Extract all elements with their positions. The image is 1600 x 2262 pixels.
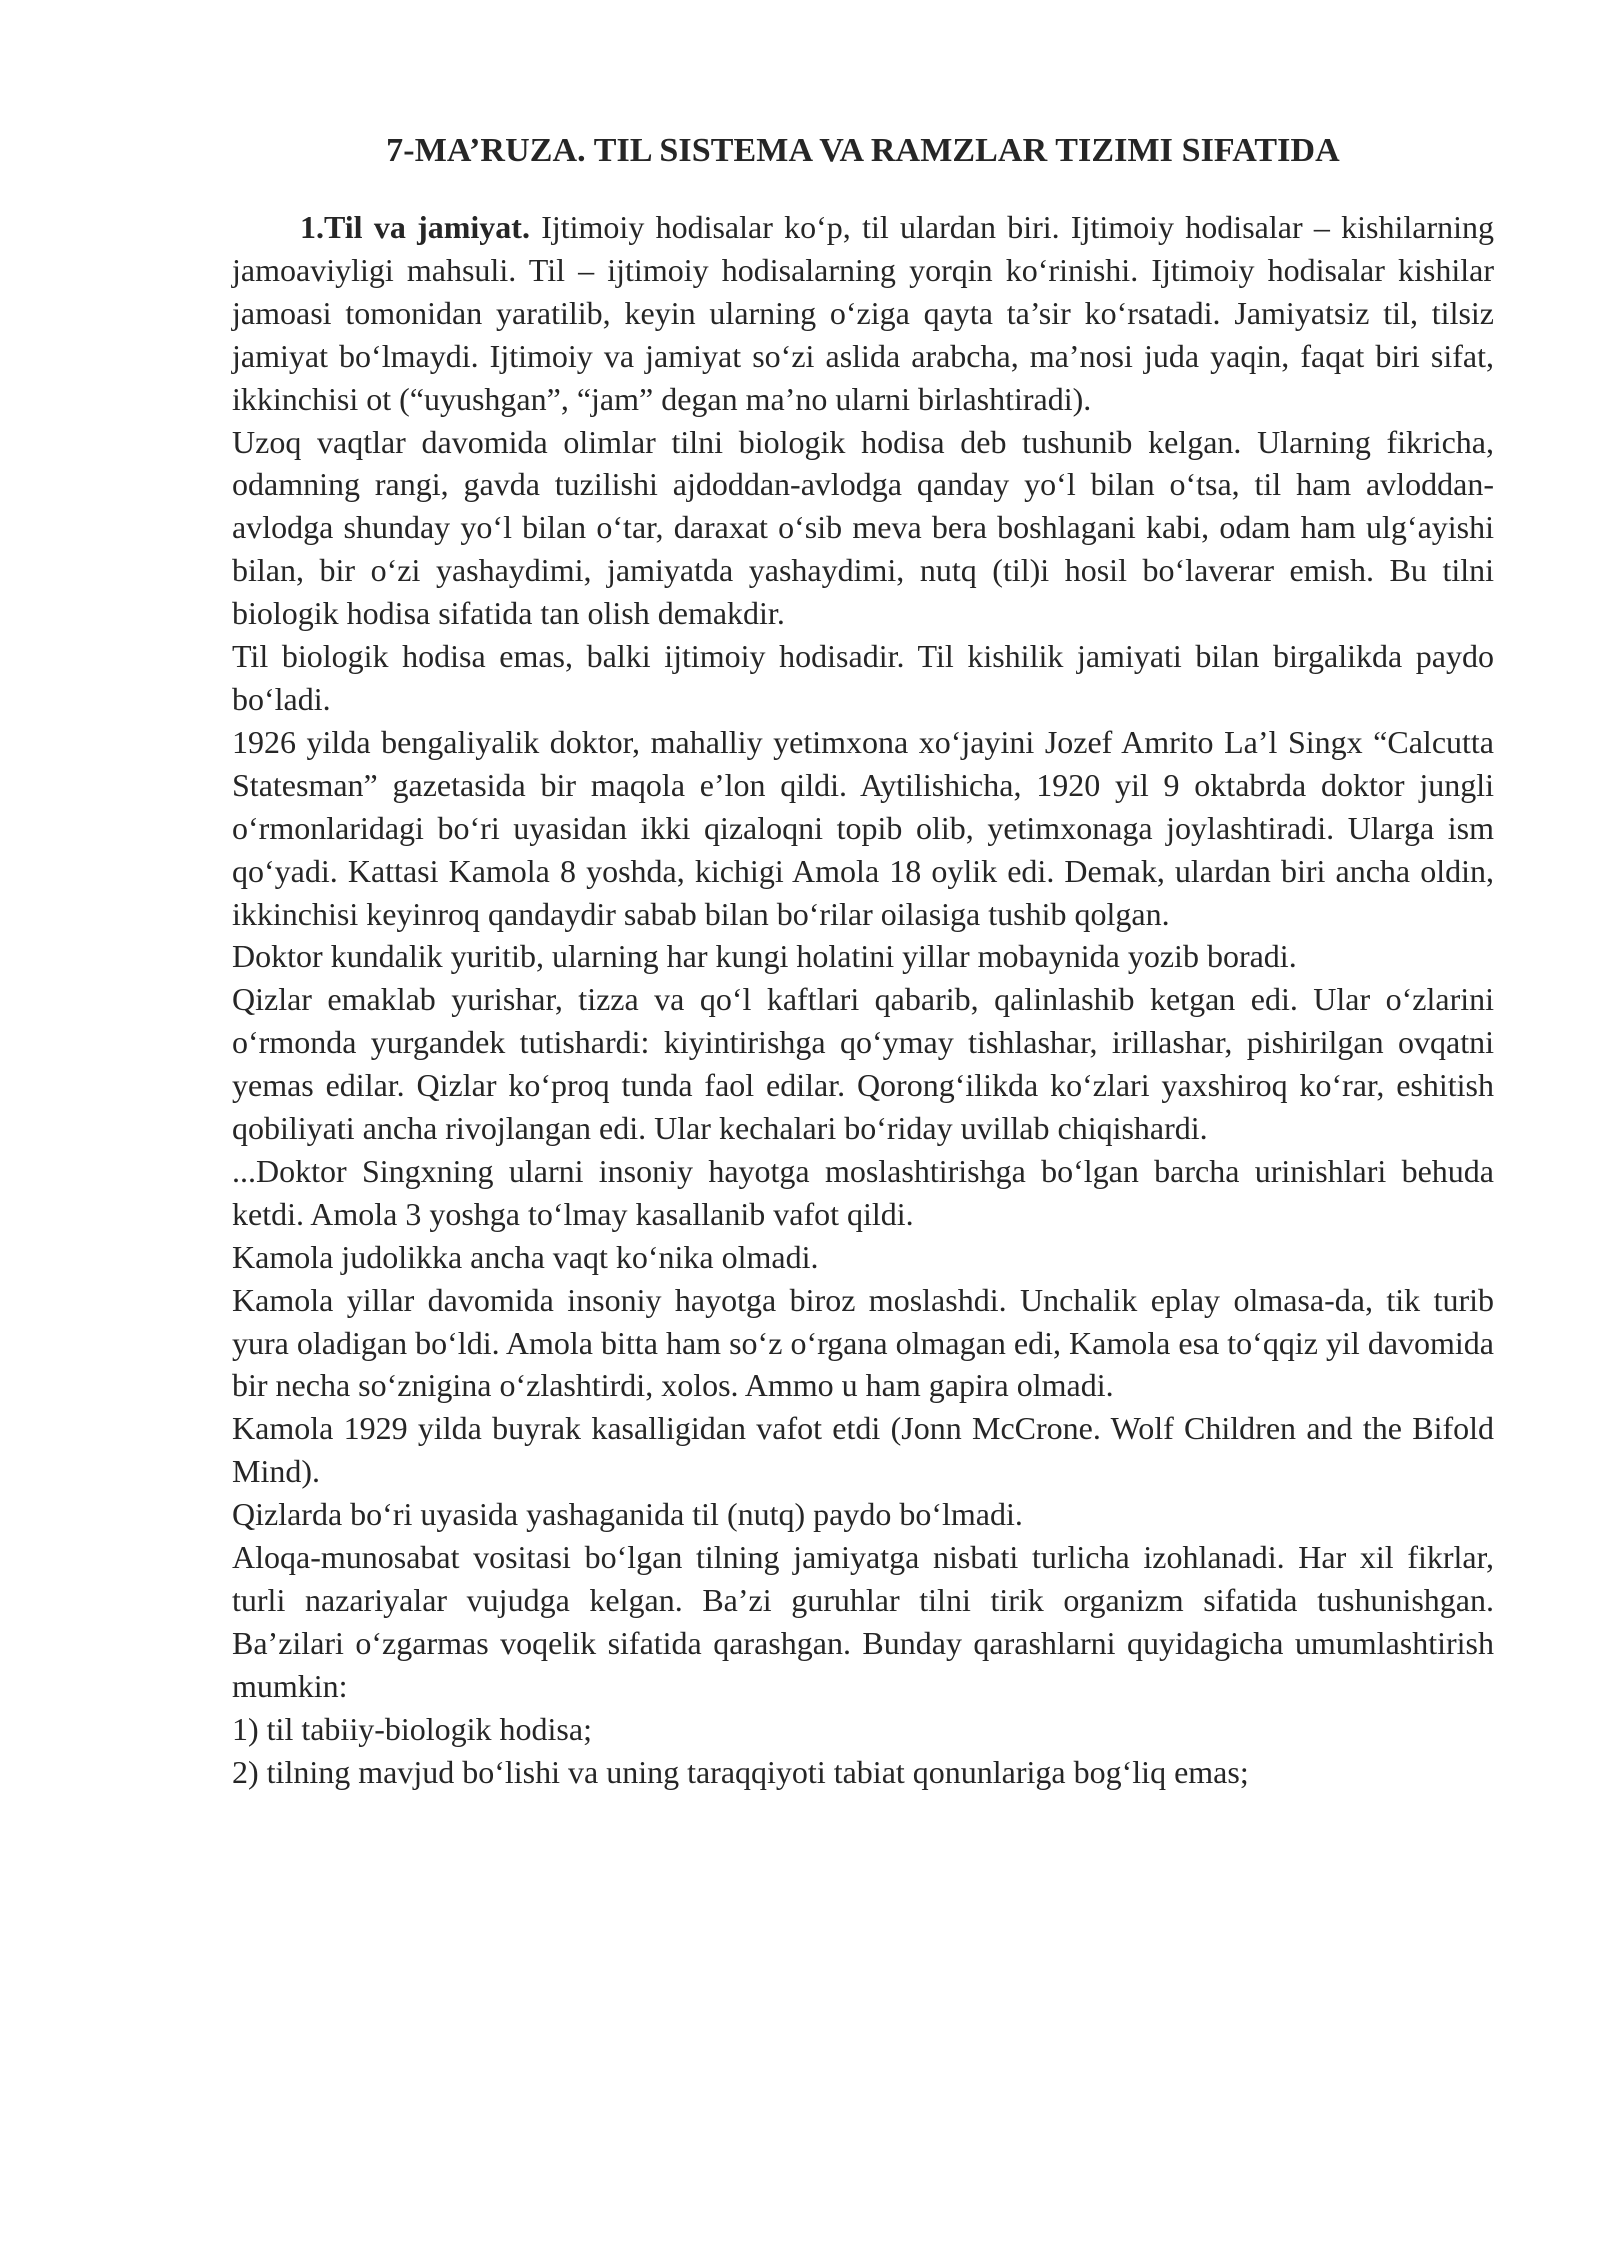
paragraph: Qizlarda bo‘ri uyasida yashaganida til (nutq) paydo bo‘lmadi. (232, 1496, 1023, 1533)
paragraph: Kamola yillar davomida insoniy hayotga biroz moslashdi. Unchalik eplay olmasa-da, tik turib yura oladigan bo‘ldi. Amola bitta ham so‘z o‘rgana olmagan edi, Kamola esa to‘qqiz yil davomida bir necha so‘znigina o‘zlashtirdi, xolos. Ammo u ham gapira olmadi. (232, 1281, 1494, 1404)
lecture-title: 7-MA’RUZA. TIL SISTEMA VA RAMZLAR TIZIMI SIFATIDA (386, 132, 1340, 169)
paragraph: ...Doktor Singxning ularni insoniy hayotga moslashtirishga bo‘lgan barcha urinishlari behuda ketdi. Amola 3 yoshga to‘lmay kasallanib vafot qildi. (232, 1152, 1494, 1232)
paragraph-text: Ijtimoiy hodisalar ko‘p, til ulardan biri. Ijtimoiy hodisalar – kishilarning jamoaviyligi mahsuli. Til – ijtimoiy hodisalarning yorqin ko‘rinishi. Ijtimoiy hodisalar kishilar jamoasi tomonidan yaratilib, keyin ularning o‘ziga qayta ta’sir ko‘rsatadi. Jamiyatsiz til, tilsiz jamiyat bo‘lmaydi. Ijtimoiy va jamiyat so‘zi aslida arabcha, ma’nosi juda yaqin, faqat biri sifat, ikkinchisi ot (“uyushgan”, “jam” degan ma’no ularni birlashtiradi). (232, 209, 1494, 417)
paragraph: Doktor kundalik yuritib, ularning har kungi holatini yillar mobaynida yozib boradi. (232, 938, 1297, 975)
paragraph: Uzoq vaqtlar davomida olimlar tilni biologik hodisa deb tushunib kelgan. Ularning fikricha, odamning rangi, gavda tuzilishi ajdoddan-avlodga qanday yo‘l bilan o‘tsa, til ham avloddan-avlodga shunday yo‘l bilan o‘tar, daraxat o‘sib meva bera boshlagani kabi, odam ham ulg‘ayishi bilan, bir o‘zi yashaydimi, jamiyatda yashaydimi, nutq (til)i hosil bo‘laverar emish. Bu tilni biologik hodisa sifatida tan olish demakdir. (232, 423, 1494, 632)
paragraph: Kamola judolikka ancha vaqt ko‘nika olmadi. (232, 1238, 819, 1275)
section-heading: 1.Til va jamiyat. (300, 209, 530, 245)
paragraph: 1926 yilda bengaliyalik doktor, mahalliy yetimxona xo‘jayini Jozef Amrito La’l Singx “Calcutta Statesman” gazetasida bir maqola e’lon qildi. Aytilishicha, 1920 yil 9 oktabrda doktor jungli o‘rmonlaridagi bo‘ri uyasidan ikki qizaloqni topib olib, yetimxonaga joylashtiradi. Ularga ism qo‘yadi. Kattasi Kamola 8 yoshda, kichigi Amola 18 oylik edi. Demak, ulardan biri ancha oldin, ikkinchisi keyinroq qandaydir sabab bilan bo‘rilar oilasiga tushib qolgan. (232, 723, 1494, 932)
document-page (232, 128, 1494, 1794)
paragraph: Qizlar emaklab yurishar, tizza va qo‘l kaftlari qabarib, qalinlashib ketgan edi. Ular o‘zlarini o‘rmonda yurgandek tutishardi: kiyintirishga qo‘ymay tishlashar, irillashar, pishirilgan ovqatni yemas edilar. Qizlar ko‘proq tunda faol edilar. Qorong‘ilikda ko‘zlari yaxshiroq ko‘rar, eshitish qobiliyati ancha rivojlangan edi. Ular kechalari bo‘riday uvillab chiqishardi. (232, 981, 1494, 1147)
list-item: 2) tilning mavjud bo‘lishi va uning taraqqiyoti tabiat qonunlariga bog‘liq emas; (232, 1753, 1249, 1790)
paragraph: Aloqa-munosabat vositasi bo‘lgan tilning jamiyatga nisbati turlicha izohlanadi. Har xil fikrlar, turli nazariyalar vujudga kelgan. Ba’zi guruhlar tilni tirik organizm sifatida tushunishgan. Ba’zilari o‘zgarmas voqelik sifatida qarashgan. Bunday qarashlarni quyidagicha umumlashtirish mumkin: (232, 1539, 1494, 1704)
paragraph: Kamola 1929 yilda buyrak kasalligidan vafot etdi (Jonn McCrone. Wolf Children and the Bifold Mind). (232, 1410, 1494, 1490)
paragraph-til-va-jamiyat (232, 206, 1494, 421)
paragraph: Til biologik hodisa emas, balki ijtimoiy hodisadir. Til kishilik jamiyati bilan birgalikda paydo bo‘ladi. (232, 638, 1494, 717)
list-item: 1) til tabiiy-biologik hodisa; (232, 1710, 592, 1747)
